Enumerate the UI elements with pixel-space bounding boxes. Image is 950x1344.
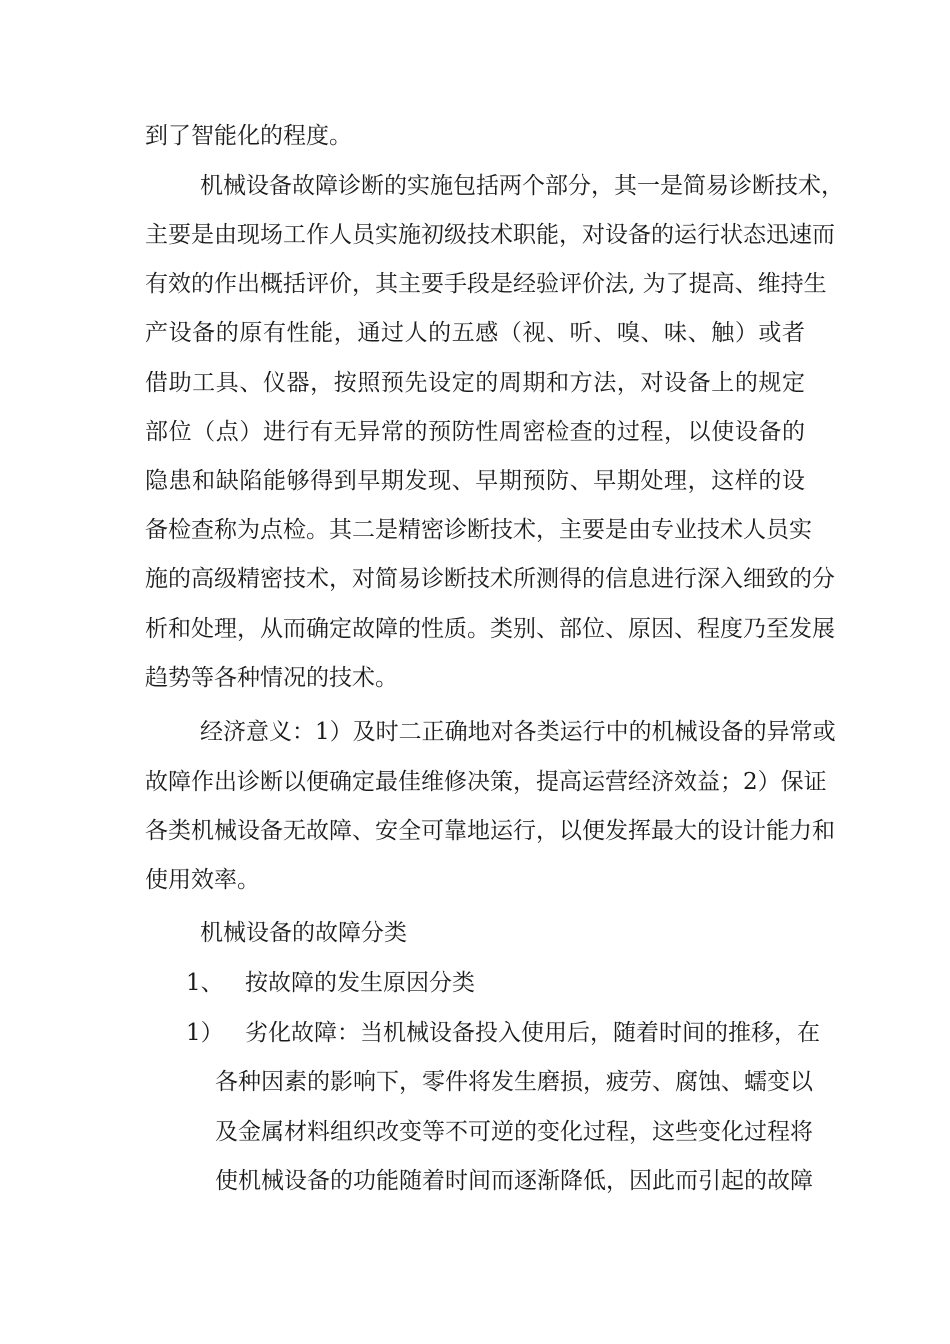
paragraph-line: 析和处理，从而确定故障的性质。类别、部位、原因、程度乃至发展 [145, 616, 835, 642]
paragraph-line: 使用效率。 [145, 867, 260, 893]
section-heading: 机械设备的故障分类 [200, 920, 407, 946]
paragraph-line: 备检查称为点检。其二是精密诊断技术，主要是由专业技术人员实 [145, 517, 812, 543]
paragraph-line: 有效的作出概括评价，其主要手段是经验评价法, 为了提高、维持生 [145, 271, 827, 297]
list-item-line: 各种因素的影响下，零件将发生磨损，疲劳、腐蚀、蠕变以 [215, 1069, 813, 1095]
paragraph-line: 产设备的原有性能，通过人的五感（视、听、嗅、味、触）或者 [145, 320, 805, 346]
list-item-text: 按故障的发生原因分类 [245, 970, 475, 996]
list-item-line: 使机械设备的功能随着时间而逐渐降低，因此而引起的故障 [215, 1168, 813, 1194]
list-item-line: 及金属材料组织改变等不可逆的变化过程，这些变化过程将 [215, 1119, 813, 1145]
paragraph-line: 隐患和缺陷能够得到早期发现、早期预防、早期处理，这样的设 [145, 468, 805, 494]
paragraph-line: 经济意义：1）及时二正确地对各类运行中的机械设备的异常或 [200, 719, 836, 745]
list-marker: 1） [186, 1020, 224, 1046]
paragraph-line: 施的高级精密技术，对简易诊断技术所测得的信息进行深入细致的分 [145, 566, 835, 592]
paragraph-line: 主要是由现场工作人员实施初级技术职能，对设备的运行状态迅速而 [145, 222, 835, 248]
list-item-line: 劣化故障：当机械设备投入使用后，随着时间的推移，在 [245, 1020, 820, 1046]
paragraph-line: 趋势等各种情况的技术。 [145, 665, 398, 691]
paragraph-line: 借助工具、仪器，按照预先设定的周期和方法，对设备上的规定 [145, 370, 805, 396]
paragraph-line: 故障作出诊断以便确定最佳维修决策，提高运营经济效益；2）保证 [145, 769, 827, 795]
paragraph-line: 各类机械设备无故障、安全可靠地运行，以便发挥最大的设计能力和 [145, 818, 835, 844]
paragraph-line: 部位（点）进行有无异常的预防性周密检查的过程，以使设备的 [145, 419, 805, 445]
paragraph-line: 机械设备故障诊断的实施包括两个部分，其一是简易诊断技术， [200, 173, 844, 199]
paragraph-line: 到了智能化的程度。 [145, 123, 352, 149]
list-marker: 1、 [186, 970, 224, 996]
